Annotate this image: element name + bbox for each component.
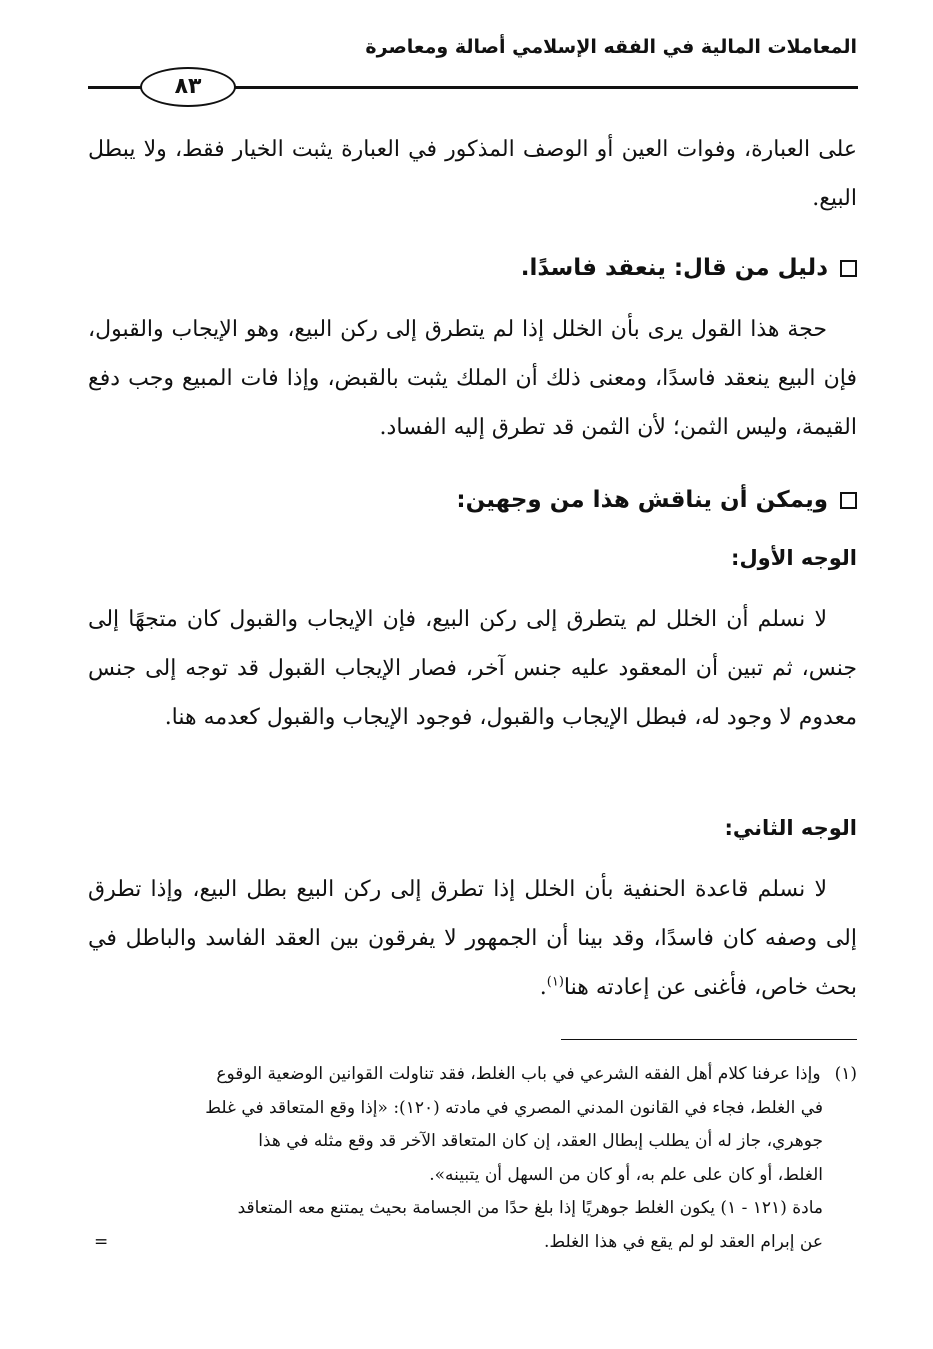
footnote-line bbox=[88, 1226, 857, 1260]
subheading-second-aspect: الوجه الثاني: bbox=[724, 816, 857, 840]
footnotes bbox=[88, 1058, 857, 1259]
footnote-marker: (١) bbox=[834, 1064, 857, 1084]
footnote-line bbox=[88, 1058, 857, 1092]
paragraph-body: لا نسلم قاعدة الحنفية بأن الخلل إذا تطرق إلى ركن البيع بطل البيع، وإذا تطرق إلى وصفه كان فاسدًا، وقد بينا أن الجمهور لا يفرقون بين العقد الفاسد والباطل في بحث خاص، فأغنى عن إعادته هنا bbox=[88, 877, 857, 1000]
paragraph-3 bbox=[88, 595, 857, 742]
paragraph-1 bbox=[88, 125, 857, 223]
footnote-separator bbox=[561, 1039, 857, 1040]
footnote-text: وإذا عرفنا كلام أهل الفقه الشرعي في باب الغلط، فقد تناولت القوانين الوضعية الوقوع bbox=[216, 1064, 821, 1084]
paragraph-end-punct: . bbox=[539, 975, 547, 1000]
page-number: ٨٣ bbox=[140, 67, 236, 107]
heading-text: ويمكن أن يناقش هذا من وجهين: bbox=[456, 487, 828, 513]
paragraph-text: على العبارة، وفوات العين أو الوصف المذكور في العبارة يثبت الخيار فقط، ولا يبطل البيع. bbox=[88, 137, 857, 211]
paragraph-4 bbox=[88, 865, 857, 1012]
paragraph-text bbox=[88, 865, 857, 1012]
section-heading-evidence bbox=[88, 248, 857, 288]
footnote-line: الغلط، أو كان على علم به، أو كان من السهل أن يتبينه». bbox=[429, 1164, 823, 1185]
paragraph-text: لا نسلم أن الخلل لم يتطرق إلى ركن البيع، فإن الإيجاب والقبول كان متجهًا إلى جنس، ثم تبين أن المعقود عليه جنس آخر، فصار الإيجاب القبول قد توجه إلى جنس معدوم لا وجود له، فبطل الإيجاب والقبول، فوجود الإيجاب والقبول كعدمه هنا. bbox=[88, 607, 857, 730]
footnote-text: عن إبرام العقد لو لم يقع في هذا الغلط. bbox=[543, 1231, 823, 1252]
section-heading-discussion bbox=[88, 480, 857, 520]
checkbox-square-icon bbox=[840, 260, 857, 277]
paragraph-text: حجة هذا القول يرى بأن الخلل إذا لم يتطرق إلى ركن البيع، وهو الإيجاب والقبول، فإن البيع ينعقد فاسدًا، ومعنى ذلك أن الملك يثبت بالقبض، وإذا فات المبيع وجب دفع القيمة، وليس الثمن؛ لأن الثمن قد تطرق إليه الفساد. bbox=[88, 317, 857, 440]
running-title: المعاملات المالية في الفقه الإسلامي أصالة ومعاصرة bbox=[365, 36, 857, 58]
footnote-line: جوهري، جاز له أن يطلب إبطال العقد، إن كان المتعاقد الآخر قد وقع مثله في هذا bbox=[258, 1131, 823, 1151]
heading-text: دليل من قال: ينعقد فاسدًا. bbox=[520, 255, 828, 281]
continuation-mark: = bbox=[94, 1231, 109, 1252]
checkbox-square-icon bbox=[840, 492, 857, 509]
subheading-first-aspect: الوجه الأول: bbox=[731, 546, 857, 570]
footnote-line: في الغلط، فجاء في القانون المدني المصري في مادته (١٢٠): «إذا وقع المتعاقد في غلط bbox=[205, 1097, 823, 1118]
paragraph-2 bbox=[88, 305, 857, 452]
footnote-line: مادة (١٢١ - ١) يكون الغلط جوهريًا إذا بلغ حدًا من الجسامة بحيث يمتنع معه المتعاقد bbox=[237, 1198, 823, 1218]
footnote-reference[interactable]: (١) bbox=[546, 974, 564, 990]
